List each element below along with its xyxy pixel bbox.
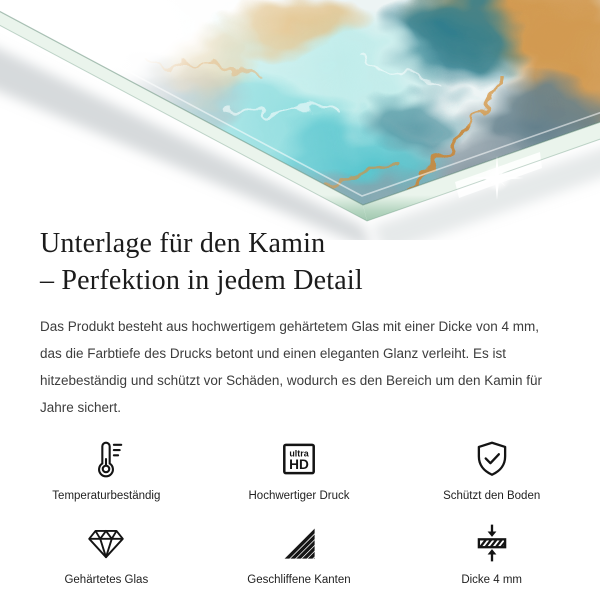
feature-temperature-resistant: [10, 433, 203, 503]
feature-label: Hochwertiger Druck: [248, 490, 350, 502]
feature-tempered-glass: [10, 517, 203, 587]
svg-text:ultra: ultra: [289, 448, 309, 459]
feature-polished-edges: [203, 517, 396, 587]
polished-edges-icon: [278, 522, 320, 564]
page-title-line1: Unterlage für den Kamin: [40, 228, 326, 259]
feature-protects-floor: [395, 433, 588, 503]
page-title: [40, 225, 570, 299]
feature-label: Schützt den Boden: [443, 490, 541, 502]
shield-check-icon: [471, 438, 513, 480]
feature-label: Dicke 4 mm: [461, 574, 523, 586]
svg-text:HD: HD: [289, 456, 309, 472]
feature-high-quality-print: [203, 433, 396, 503]
feature-grid: [10, 433, 588, 587]
feature-label: Gehärtetes Glas: [64, 574, 149, 586]
feature-thickness: [395, 517, 588, 587]
thickness-icon: [471, 522, 513, 564]
feature-label: Geschliffene Kanten: [247, 574, 351, 586]
glass-panel-photo: [0, 0, 600, 240]
feature-label: Temperaturbeständig: [52, 490, 161, 502]
page-title-line2: – Perfektion in jedem Detail: [40, 265, 363, 296]
product-description-text: Das Produkt besteht aus hochwertigem gehärtetem Glas mit einer Dicke von 4 mm, das die Farbtiefe des Drucks betont und einen eleganten Glanz verleiht. Es ist hitzebeständig und schützt vor Schäden, wodurch es den Bereich um den Kamin für Jahre sichert.: [40, 319, 543, 415]
ultra-hd-icon: [278, 438, 320, 480]
product-image: [0, 0, 600, 240]
product-description-section: [40, 225, 570, 587]
diamond-icon: [85, 522, 127, 564]
thermometer-icon: [85, 438, 127, 480]
